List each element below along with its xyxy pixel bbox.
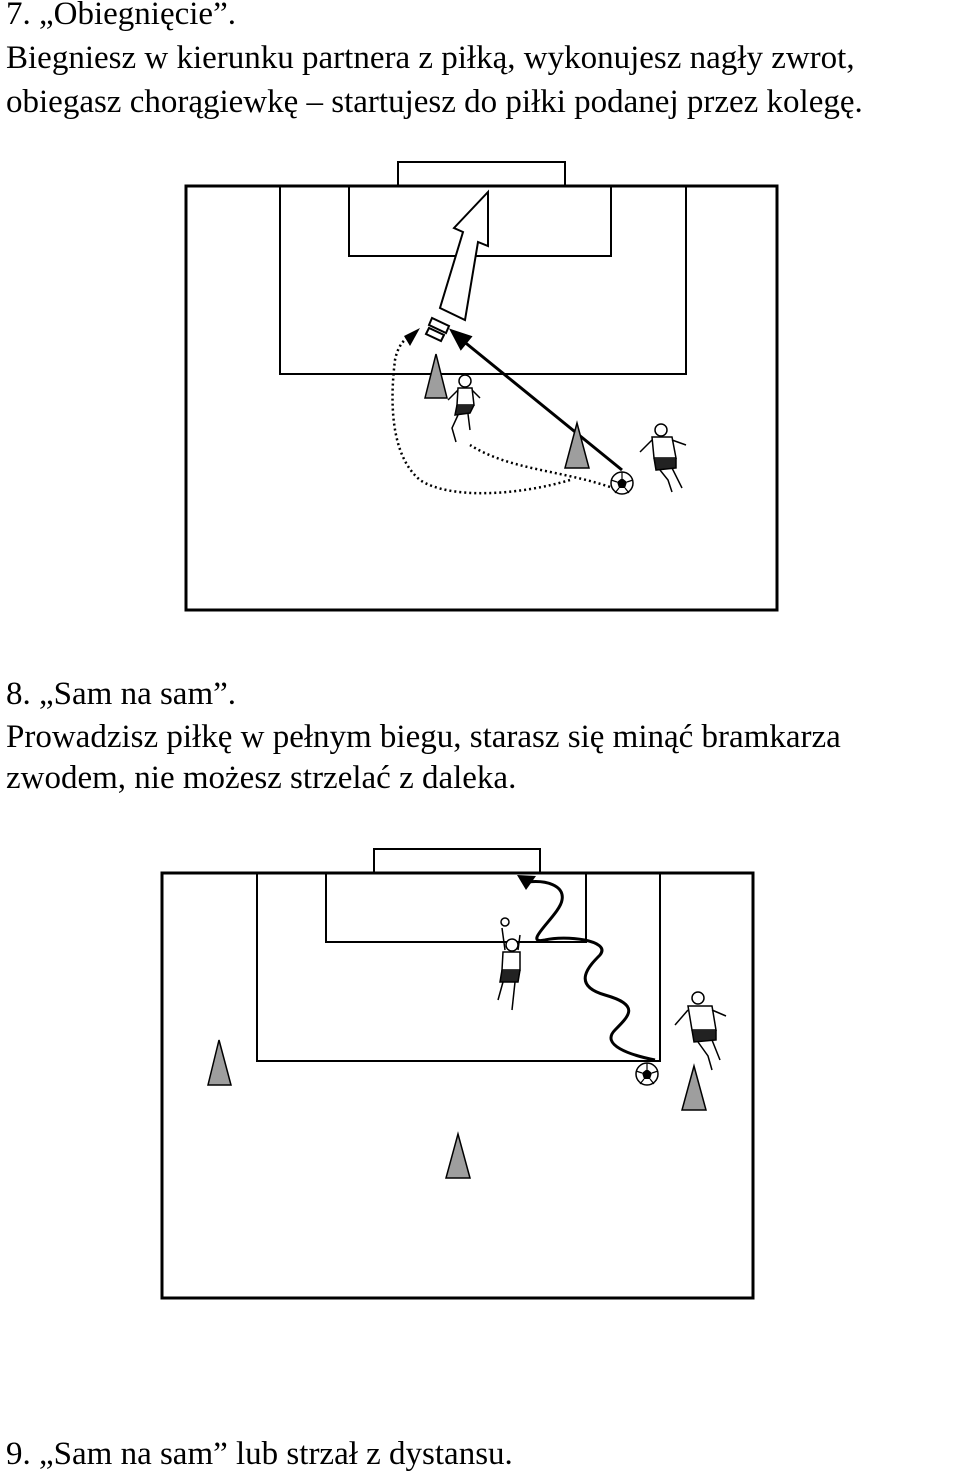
drill-7-description-line-2: obiegasz chorągiewkę – startujesz do piłki podanej przez kolegę. bbox=[6, 84, 863, 120]
drill-8-diagram bbox=[0, 820, 960, 1320]
ball bbox=[636, 1063, 658, 1085]
cone-2 bbox=[682, 1066, 706, 1110]
pitch-outline bbox=[162, 873, 753, 1298]
drill-7-heading: 7. „Obiegnięcie”. bbox=[6, 0, 236, 32]
drill-8-description-line-1: Prowadzisz piłkę w pełnym biegu, starasz się minąć bramkarza bbox=[6, 719, 841, 755]
player-attacker bbox=[675, 992, 726, 1070]
penalty-area bbox=[257, 873, 660, 1061]
pitch-outline bbox=[186, 186, 777, 610]
player-runner bbox=[448, 375, 480, 442]
dotted-run-arrowhead bbox=[404, 328, 420, 346]
cone-right bbox=[565, 423, 589, 468]
drill-7-diagram bbox=[0, 0, 960, 620]
goal bbox=[374, 849, 540, 873]
drill-8-heading: 8. „Sam na sam”. bbox=[6, 676, 237, 712]
ball bbox=[611, 472, 633, 494]
cone-left bbox=[425, 354, 447, 398]
drill-8-description-line-2: zwodem, nie możesz strzelać z daleka. bbox=[6, 760, 517, 796]
drill-7-description-line-1: Biegniesz w kierunku partnera z piłką, wykonujesz nagły zwrot, bbox=[6, 40, 855, 76]
drill-9-heading: 9. „Sam na sam” lub strzał z dystansu. bbox=[6, 1436, 513, 1472]
goal bbox=[398, 162, 565, 186]
cone-1 bbox=[208, 1040, 231, 1085]
player-passer bbox=[640, 424, 686, 492]
dotted-run bbox=[393, 333, 610, 493]
dribble-path bbox=[528, 882, 655, 1060]
cone-3 bbox=[446, 1134, 470, 1178]
player-goalkeeper bbox=[498, 918, 520, 1010]
run-arrow bbox=[426, 192, 488, 341]
pass-line bbox=[452, 331, 622, 470]
